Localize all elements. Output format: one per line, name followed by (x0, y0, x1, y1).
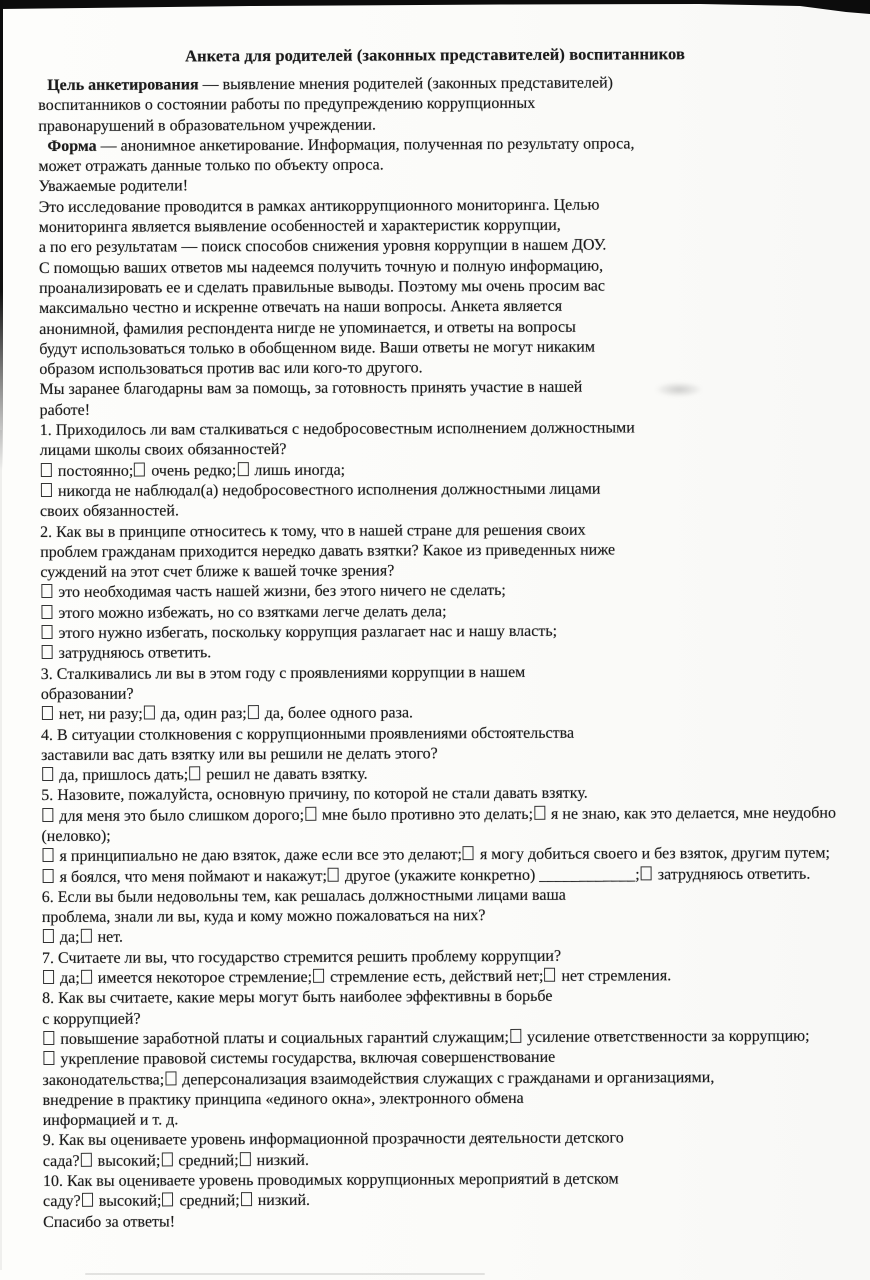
scan-edge-artifact-left (0, 0, 3, 470)
text-line: 9. Как вы оцениваете уровень информационной прозрачности деятельности детского (42, 1129, 624, 1150)
bold-lead-text: Цель анкетирования (47, 76, 199, 94)
checkbox-icon (189, 766, 200, 780)
text-line: затрудняюсь ответить. (3, 641, 870, 665)
document-content (0, 42, 870, 1233)
scan-smudge (655, 382, 703, 397)
bold-lead-text: Форма (47, 137, 97, 155)
document-title: Анкета для родителей (законных представителей) воспитанников (185, 44, 686, 66)
scan-edge-artifact-bottom (85, 1273, 485, 1275)
checkbox-icon (43, 848, 54, 862)
checkbox-icon (43, 970, 54, 984)
text-line: 5. Назовите, пожалуйста, основную причину, по которой не стали давать взятку. (41, 785, 588, 805)
text-line: внедрение в практику принципа «единого окна», электронного обмена (42, 1089, 524, 1109)
text-line: никогда не наблюдал(а) недобросовестного исполнения должностными лицами (2, 478, 870, 502)
text-line: я боялся, что меня поймают и накажут; другое (укажите конкретно) ____________; затрудняюсь ответить. (4, 864, 870, 888)
text-line: проблема, знали ли вы, куда и кому можно пожаловаться на них? (41, 907, 486, 927)
text-line: укрепление правовой системы государства, включая совершенствование (4, 1047, 870, 1071)
text-line: да, пришлось дать; решил не давать взятку. (3, 762, 870, 786)
checkbox-icon (241, 1192, 252, 1206)
checkbox-icon (41, 605, 52, 619)
text-line: С помощью ваших ответов мы надеемся получить точную и полную информацию, (38, 257, 604, 277)
checkbox-icon (42, 625, 53, 639)
checkbox-icon (165, 1071, 176, 1085)
document-body (0, 72, 870, 1233)
text-line: этого нужно избегать, поскольку коррупция разлагает нас и нашу власть; (3, 620, 870, 644)
checkbox-icon (240, 1152, 251, 1166)
text-line: это необходимая часть нашей жизни, без этого ничего не сделать; (2, 580, 870, 604)
text-line: для меня это было слишком дорого; мне было противно это делать; я не знаю, как это делается, мне неудобно (3, 803, 870, 827)
checkbox-icon (237, 462, 248, 476)
text-line: может отражать данные только по объекту опроса. (38, 156, 384, 176)
text-line: лицами школы своих обязанностей? (39, 441, 287, 460)
checkbox-icon (42, 645, 53, 659)
text-line: работе! (39, 401, 91, 419)
checkbox-icon (42, 767, 53, 781)
text-line: нет, ни разу; да, один раз; да, более одного раза. (3, 702, 870, 726)
text-line: воспитанников о состоянии работы по предупреждению коррупционных (38, 95, 536, 115)
checkbox-icon (144, 706, 155, 720)
text-line: Это исследование проводится в рамках антикоррупционного мониторинга. Целью (38, 196, 600, 216)
checkbox-icon (43, 869, 54, 883)
text-line: Уважаемые родители! (38, 177, 189, 196)
text-line: 3. Сталкивались ли вы в этом году с проявлениями коррупции в нашем (40, 663, 526, 683)
text-line: я принципиально не даю взяток, даже если все это делают; я могу добиться своего и без взяток, другим путем; (3, 844, 870, 868)
text-line: с коррупцией? (42, 1010, 141, 1028)
text-line: Цель анкетирования — выявление мнения родителей (законных представителей) (47, 74, 613, 94)
text-line: Мы заранее благодарны вам за помощь, за готовность принять участие в нашей (39, 379, 583, 399)
text-line: образовании? (40, 685, 134, 703)
checkbox-icon (510, 1029, 521, 1043)
text-line: будут использоваться только в обобщенном виде. Ваши ответы не могут никаким (39, 338, 595, 358)
text-line: Спасибо за ответы! (43, 1213, 176, 1231)
checkbox-icon (641, 866, 652, 880)
text-line: (неловко); (41, 827, 111, 845)
text-line: правонарушений в образовательном учреждении. (38, 116, 377, 135)
text-line: максимально честно и искренне отвечать на наши вопросы. Анкета является (39, 297, 563, 318)
text-line: повышение заработной платы и социальных гарантий служащим; усиление ответственности за коррупцию; (4, 1026, 870, 1050)
checkbox-icon (43, 1051, 54, 1065)
checkbox-icon (41, 483, 52, 497)
checkbox-icon (463, 846, 474, 860)
checkbox-icon (41, 463, 52, 477)
scan-edge-artifact-top (0, 0, 870, 16)
text-line: 8. Как вы считаете, какие меры могут быть наиболее эффективны в борьбе (42, 988, 553, 1008)
text-line: сада? высокий; средний; низкий. (42, 1151, 310, 1170)
checkbox-icon (41, 584, 52, 598)
text-line: законодательства; деперсонализация взаимодействия служащих с гражданами и организациями, (42, 1068, 715, 1089)
text-line: 4. В ситуации столкновения с коррупционными проявлениями обстоятельства (40, 724, 575, 744)
checkbox-icon (42, 808, 53, 822)
text-line: этого можно избежать, но со взятками легче делать дела; (2, 600, 870, 624)
text-line: саду? высокий; средний; низкий. (43, 1192, 311, 1211)
checkbox-icon (313, 969, 324, 983)
checkbox-icon (162, 1193, 173, 1207)
checkbox-icon (43, 929, 54, 943)
text-line: анонимной, фамилия респондента нигде не упоминается, и ответы на вопросы (39, 318, 576, 338)
checkbox-icon (305, 806, 316, 820)
text-line: 2. Как вы в принципе относитесь к тому, что в нашей стране для решения своих (40, 521, 586, 541)
checkbox-icon (81, 970, 92, 984)
text-line: Форма — анонимное анкетирование. Информация, полученная по результату опроса, (47, 135, 635, 155)
text-line: 7. Считаете ли вы, что государство стремится решить проблему коррупции? (41, 947, 562, 967)
text-line: заставили вас дать взятку или вы решили не делать этого? (41, 745, 438, 764)
checkbox-icon (161, 1152, 172, 1166)
checkbox-icon (43, 1031, 54, 1045)
text-line: да; имеется некоторое стремление; стремление есть, действий нет; нет стремления. (4, 965, 870, 989)
checkbox-icon (82, 1193, 93, 1207)
text-line: постоянно; очень редко; лишь иногда; (2, 458, 870, 482)
checkbox-icon (81, 929, 92, 943)
text-line: 1. Приходилось ли вам сталкиваться с недобросовестным исполнением должностными (39, 419, 635, 440)
checkbox-icon (544, 968, 555, 982)
checkbox-icon (328, 867, 339, 881)
checkbox-icon (81, 1153, 92, 1167)
text-line: своих обязанностей. (39, 502, 179, 521)
text-line: мониторинга является выявление особенностей и характеристик коррупции, (38, 216, 561, 237)
text-line: информацией и т. д. (42, 1111, 179, 1130)
scan-edge-artifact-left-faint (0, 430, 2, 1270)
text-line: да; нет. (4, 925, 870, 949)
text-line: суждений на этот счет ближе к вашей точке зрения? (40, 562, 395, 582)
text-line: проблем гражданам приходится нередко давать взятки? Какое из приведенных ниже (40, 541, 616, 561)
checkbox-icon (42, 706, 53, 720)
text-line: 6. Если вы были недовольны тем, как решалась должностными лицами ваша (41, 886, 566, 906)
text-line: образом использоваться против вас или кого-то другого. (39, 359, 423, 379)
checkbox-icon (248, 705, 259, 719)
checkbox-icon (134, 462, 145, 476)
checkbox-icon (534, 805, 545, 819)
text-line: 10. Как вы оцениваете уровень проводимых коррупционных мероприятий в детском (42, 1170, 619, 1191)
text-line: проанализировать ее и сделать правильные выводы. Поэтому мы очень просим вас (39, 277, 606, 297)
text-line: а по его результатам — поиск способов снижения уровня коррупции в нашем ДОУ. (38, 236, 607, 257)
